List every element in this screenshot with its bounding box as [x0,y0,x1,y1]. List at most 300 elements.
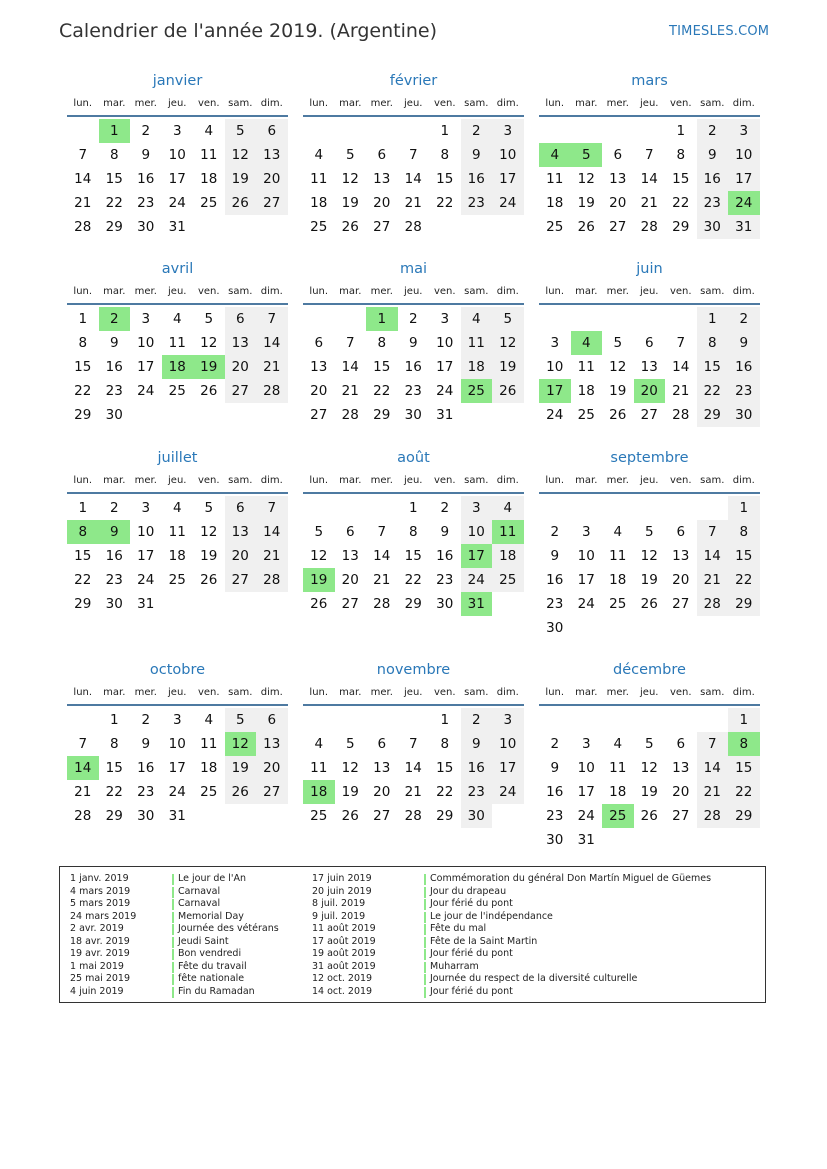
weekday-label: ven. [433,687,456,698]
day-cell: 25 [310,808,328,824]
day-cell: 12 [492,331,524,355]
day-cell: 16 [461,167,493,191]
weekday-label: ven. [669,98,692,109]
weekday-label: dim. [496,687,519,698]
weekday-label: lun. [309,475,329,486]
day-cell: 3 [172,123,182,139]
day-cell: 31 [168,219,186,235]
day-cell: 8 [697,331,729,355]
day-cell: 7 [676,335,686,351]
day-cell: 28 [672,407,690,423]
day-cell: 4 [492,496,524,520]
day-cell: 30 [697,215,729,239]
day-cell: 14 [640,171,658,187]
day-cell: 23 [105,572,123,588]
holiday-day-cell: 17 [461,544,493,568]
day-cell: 30 [137,219,155,235]
holiday-day-cell: 18 [162,355,194,379]
month-divider [303,115,524,117]
day-cell: 9 [728,331,760,355]
weekday-label: jeu. [168,475,187,486]
weekday-label: dim. [260,687,283,698]
day-cell: 26 [640,808,658,824]
day-cell: 15 [404,548,422,564]
day-cell: 8 [440,147,450,163]
day-cell: 4 [204,123,214,139]
day-cell: 26 [341,808,359,824]
day-cell: 7 [644,147,654,163]
day-cell: 5 [644,524,654,540]
day-cell: 31 [168,808,186,824]
day-cell: 27 [256,191,288,215]
day-cell: 19 [225,756,257,780]
day-cell: 14 [341,359,359,375]
day-cell: 16 [105,548,123,564]
day-cell: 9 [141,147,151,163]
day-cell: 24 [436,383,454,399]
weekday-label: mer. [370,286,393,297]
day-cell: 12 [310,548,328,564]
day-cell: 25 [168,383,186,399]
day-cell: 8 [728,520,760,544]
day-cell: 22 [672,195,690,211]
day-cell: 3 [728,119,760,143]
day-cell: 3 [440,311,450,327]
day-cell: 29 [105,219,123,235]
day-cell: 6 [377,147,387,163]
day-cell: 9 [697,143,729,167]
day-cell: 9 [408,335,418,351]
day-cell: 25 [200,195,218,211]
day-cell: 14 [404,171,422,187]
day-cell: 12 [577,171,595,187]
weekday-label: ven. [433,286,456,297]
day-cell: 22 [105,195,123,211]
legend-name-text: Carnaval [178,898,221,909]
weekday-label: lun. [73,687,93,698]
holiday-day-cell: 4 [539,143,571,167]
day-cell: 7 [78,736,88,752]
weekday-label: dim. [732,98,755,109]
day-cell: 9 [550,548,560,564]
weekday-label: jeu. [404,286,423,297]
day-cell: 17 [492,756,524,780]
weekday-label: ven. [433,98,456,109]
day-cell: 11 [168,335,186,351]
day-cell: 21 [256,544,288,568]
weekday-label: lun. [73,475,93,486]
day-cell: 25 [546,219,564,235]
weekday-label: sam. [228,286,253,297]
day-cell: 6 [225,496,257,520]
day-cell: 19 [200,548,218,564]
weekday-label: mar. [339,475,362,486]
weekday-label: lun. [545,475,565,486]
day-cell: 27 [672,808,690,824]
day-cell: 2 [408,311,418,327]
day-cell: 10 [577,760,595,776]
day-cell: 23 [546,596,564,612]
legend-name-text: Jour férié du pont [430,985,513,997]
day-cell: 14 [373,548,391,564]
holiday-day-cell: 11 [492,520,524,544]
day-cell: 24 [168,784,186,800]
day-cell: 16 [105,359,123,375]
day-cell: 27 [609,219,627,235]
day-cell: 15 [728,756,760,780]
day-cell: 19 [577,195,595,211]
day-cell: 30 [436,596,454,612]
day-cell: 15 [436,171,454,187]
day-cell: 5 [644,736,654,752]
weekday-label: sam. [700,286,725,297]
day-cell: 2 [550,524,560,540]
weekday-label: dim. [732,286,755,297]
day-cell: 13 [256,143,288,167]
day-cell: 20 [609,195,627,211]
legend-name-text: Bon vendredi [178,948,242,959]
day-cell: 28 [74,808,92,824]
day-cell: 6 [225,307,257,331]
day-cell: 8 [377,335,387,351]
day-cell: 31 [436,407,454,423]
day-cell: 1 [728,708,760,732]
day-cell: 27 [225,568,257,592]
holiday-day-cell: 8 [728,732,760,756]
day-cell: 11 [200,736,218,752]
day-cell: 3 [492,708,524,732]
day-cell: 17 [577,784,595,800]
day-cell: 21 [74,195,92,211]
legend-name-text: fête nationale [178,973,245,984]
day-cell: 27 [640,407,658,423]
day-cell: 23 [137,195,155,211]
day-cell: 18 [577,383,595,399]
day-cell: 16 [137,760,155,776]
day-cell: 26 [225,780,257,804]
holiday-day-cell: 1 [99,119,131,143]
day-cell: 9 [461,143,493,167]
month-name: juin [636,261,663,277]
day-cell: 23 [404,383,422,399]
weekday-label: dim. [260,98,283,109]
day-cell: 6 [256,119,288,143]
day-cell: 10 [577,548,595,564]
day-cell: 6 [256,708,288,732]
day-cell: 5 [345,736,355,752]
day-cell: 5 [492,307,524,331]
day-cell: 26 [609,407,627,423]
day-cell: 14 [256,331,288,355]
day-cell: 1 [676,123,686,139]
day-cell: 25 [168,572,186,588]
legend-date: 17 août 2019 [312,935,376,947]
month-divider [539,492,760,494]
day-cell: 31 [728,215,760,239]
day-cell: 1 [728,496,760,520]
holiday-day-cell: 25 [602,804,634,828]
day-cell: 7 [78,147,88,163]
day-cell: 7 [408,736,418,752]
day-cell: 11 [577,359,595,375]
day-cell: 21 [404,784,422,800]
day-cell: 29 [74,407,92,423]
day-cell: 5 [225,708,257,732]
day-cell: 18 [168,548,186,564]
weekday-label: sam. [464,98,489,109]
day-cell: 1 [78,311,88,327]
month-name: novembre [376,662,451,678]
day-cell: 14 [672,359,690,375]
day-cell: 26 [492,379,524,403]
day-cell: 20 [225,544,257,568]
day-cell: 9 [440,524,450,540]
holiday-day-cell: 19 [303,568,335,592]
day-cell: 8 [676,147,686,163]
day-cell: 19 [492,355,524,379]
day-cell: 28 [404,808,422,824]
legend-name-text: Carnaval [178,885,221,897]
day-cell: 27 [310,407,328,423]
day-cell: 10 [137,335,155,351]
day-cell: 23 [105,383,123,399]
day-cell: 3 [172,712,182,728]
day-cell: 20 [310,383,328,399]
day-cell: 15 [74,359,92,375]
day-cell: 1 [109,712,119,728]
day-cell: 21 [373,572,391,588]
day-cell: 18 [310,195,328,211]
weekday-label: jeu. [640,286,659,297]
day-cell: 19 [640,784,658,800]
weekday-label: lun. [73,98,93,109]
day-cell: 3 [550,335,560,351]
weekday-label: sam. [228,98,253,109]
weekday-label: jeu. [404,687,423,698]
day-cell: 3 [141,311,151,327]
weekday-label: mer. [370,98,393,109]
day-cell: 16 [404,359,422,375]
day-cell: 5 [225,119,257,143]
day-cell: 21 [404,195,422,211]
day-cell: 12 [640,760,658,776]
day-cell: 29 [105,808,123,824]
day-cell: 18 [200,171,218,187]
legend-name-text: Memorial Day [178,910,244,922]
day-cell: 23 [137,784,155,800]
holiday-day-cell: 17 [539,379,571,403]
day-cell: 12 [609,359,627,375]
weekday-label: mer. [134,475,157,486]
day-cell: 15 [697,355,729,379]
day-cell: 28 [74,219,92,235]
day-cell: 6 [377,736,387,752]
day-cell: 26 [200,572,218,588]
weekday-label: mar. [339,286,362,297]
day-cell: 30 [105,596,123,612]
day-cell: 15 [105,760,123,776]
month-divider [539,704,760,706]
day-cell: 13 [225,520,257,544]
day-cell: 13 [341,548,359,564]
day-cell: 4 [613,736,623,752]
day-cell: 4 [172,500,182,516]
legend-name-text: Muharram [430,960,479,972]
legend-name-text: Jour du drapeau [430,885,507,897]
day-cell: 20 [256,756,288,780]
weekday-label: ven. [197,286,220,297]
day-cell: 20 [373,784,391,800]
day-cell: 16 [461,756,493,780]
legend-date: 11 août 2019 [312,923,376,934]
day-cell: 23 [461,780,493,804]
weekday-label: lun. [545,286,565,297]
day-cell: 30 [137,808,155,824]
day-cell: 4 [461,307,493,331]
day-cell: 13 [672,760,690,776]
day-cell: 25 [492,568,524,592]
legend-name-text: Fête du mal [430,923,487,934]
day-cell: 7 [697,520,729,544]
legend-name-text: Journée du respect de la diversité culturelle [430,973,638,984]
brand-link[interactable]: TIMESLES.COM [669,24,770,39]
day-cell: 25 [200,784,218,800]
legend-date: 17 juin 2019 [312,873,372,884]
legend-name-text: Jour férié du pont [430,898,513,909]
weekday-label: jeu. [168,687,187,698]
day-cell: 22 [436,784,454,800]
day-cell: 4 [613,524,623,540]
day-cell: 29 [373,407,391,423]
weekday-label: ven. [669,286,692,297]
day-cell: 13 [225,331,257,355]
weekday-label: mer. [606,687,629,698]
day-cell: 18 [200,760,218,776]
legend-date: 8 juil. 2019 [312,898,366,909]
legend-date: 4 juin 2019 [70,985,124,997]
legend-name-text: Commémoration du général Don Martín Miguel de Güemes [430,873,712,884]
weekday-label: sam. [700,98,725,109]
day-cell: 9 [461,732,493,756]
holiday-day-cell: 1 [366,307,398,331]
day-cell: 26 [341,219,359,235]
weekday-label: ven. [197,687,220,698]
legend-name-text: Journée des vétérans [178,923,279,934]
day-cell: 5 [204,500,214,516]
weekday-label: mar. [339,687,362,698]
day-cell: 9 [141,736,151,752]
day-cell: 14 [74,171,92,187]
weekday-label: dim. [496,98,519,109]
weekday-label: mer. [134,687,157,698]
weekday-label: sam. [228,687,253,698]
day-cell: 28 [640,219,658,235]
day-cell: 22 [436,195,454,211]
day-cell: 8 [440,736,450,752]
day-cell: 11 [546,171,564,187]
day-cell: 17 [137,359,155,375]
day-cell: 21 [640,195,658,211]
day-cell: 9 [109,335,119,351]
day-cell: 26 [640,596,658,612]
weekday-label: dim. [732,475,755,486]
holiday-day-cell: 5 [571,143,603,167]
day-cell: 29 [74,596,92,612]
day-cell: 28 [341,407,359,423]
day-cell: 22 [404,572,422,588]
weekday-label: jeu. [404,98,423,109]
day-cell: 20 [373,195,391,211]
weekday-label: mer. [370,475,393,486]
weekday-label: mar. [575,286,598,297]
day-cell: 25 [310,219,328,235]
month-divider [539,303,760,305]
day-cell: 19 [609,383,627,399]
weekday-label: sam. [464,286,489,297]
day-cell: 11 [609,548,627,564]
day-cell: 8 [408,524,418,540]
day-cell: 11 [310,760,328,776]
holiday-day-cell: 31 [461,592,493,616]
weekday-label: jeu. [168,286,187,297]
day-cell: 29 [436,808,454,824]
weekday-label: mar. [575,475,598,486]
day-cell: 6 [644,335,654,351]
weekday-label: sam. [700,475,725,486]
day-cell: 10 [728,143,760,167]
day-cell: 23 [461,191,493,215]
day-cell: 10 [492,732,524,756]
day-cell: 27 [225,379,257,403]
day-cell: 29 [728,804,760,828]
day-cell: 9 [550,760,560,776]
day-cell: 25 [609,596,627,612]
day-cell: 24 [137,572,155,588]
legend-date: 25 mai 2019 [70,973,131,984]
month-name: mars [631,73,668,89]
month-divider [67,303,288,305]
legend-date: 31 août 2019 [312,960,376,972]
legend-name-text: Le jour de l'An [178,873,247,884]
day-cell: 27 [373,808,391,824]
day-cell: 18 [609,784,627,800]
day-cell: 11 [609,760,627,776]
day-cell: 2 [440,500,450,516]
day-cell: 29 [672,219,690,235]
weekday-label: mer. [606,98,629,109]
day-cell: 28 [404,219,422,235]
day-cell: 12 [341,171,359,187]
day-cell: 10 [436,335,454,351]
legend-name-text: Fête du travail [178,960,247,972]
weekday-label: sam. [464,687,489,698]
legend-date: 2 avr. 2019 [70,923,124,934]
weekday-label: jeu. [640,687,659,698]
day-cell: 29 [728,592,760,616]
day-cell: 27 [341,596,359,612]
day-cell: 12 [225,143,257,167]
day-cell: 12 [341,760,359,776]
weekday-label: lun. [309,286,329,297]
day-cell: 14 [697,544,729,568]
month-divider [539,115,760,117]
day-cell: 1 [440,123,450,139]
weekday-label: dim. [496,286,519,297]
weekday-label: jeu. [640,98,659,109]
day-cell: 13 [609,171,627,187]
day-cell: 27 [256,780,288,804]
day-cell: 19 [640,572,658,588]
